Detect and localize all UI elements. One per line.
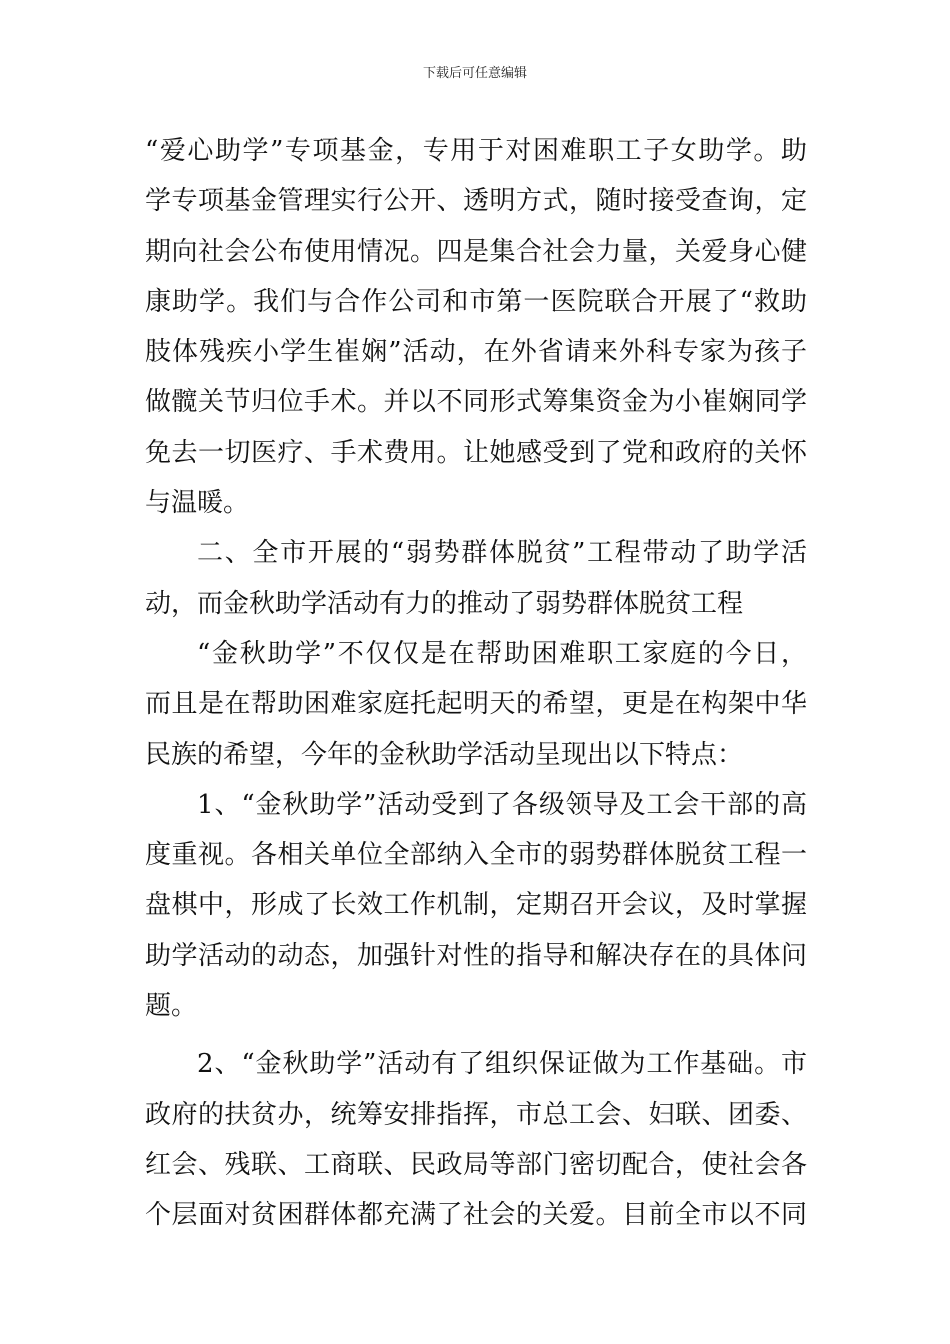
text-line: 肢体残疾小学生崔娴”活动，在外省请来外科专家为孩子 (145, 337, 807, 368)
document-body (145, 126, 807, 1241)
text-line: 助学活动的动态，加强针对性的指导和解决存在的具体问 (145, 940, 807, 971)
text-line: 做髋关节归位手术。并以不同形式筹集资金为小崔娴同学 (145, 387, 807, 418)
text-line: “金秋助学”不仅仅是在帮助困难职工家庭的今日， (197, 638, 807, 669)
text-line: 红会、残联、工商联、民政局等部门密切配合，使社会各 (145, 1149, 807, 1180)
text-line: 免去一切医疗、手术费用。让她感受到了党和政府的关怀 (145, 437, 807, 468)
text-line: 民族的希望，今年的金秋助学活动呈现出以下特点： (145, 739, 744, 770)
paragraph-gap (145, 1031, 807, 1039)
page-header: 下载后可任意编辑 (422, 66, 527, 81)
text-line: 二、全市开展的“弱势群体脱贫”工程带动了助学活 (197, 538, 807, 569)
text-line: 而且是在帮助困难家庭托起明天的希望，更是在构架中华 (145, 689, 807, 720)
text-line: 政府的扶贫办，统筹安排指挥，市总工会、妇联、团委、 (145, 1099, 807, 1130)
text-line: 1、“金秋助学”活动受到了各级领导及工会干部的高 (197, 789, 807, 820)
text-line: 与温暖。 (145, 488, 250, 519)
text-line: 题。 (145, 991, 198, 1022)
text-line: “爱心助学”专项基金，专用于对困难职工子女助学。助 (145, 136, 807, 166)
text-line: 期向社会公布使用情况。四是集合社会力量，关爱身心健 (145, 236, 807, 267)
text-line: 动，而金秋助学活动有力的推动了弱势群体脱贫工程 (145, 588, 744, 619)
text-line: 2、“金秋助学”活动有了组织保证做为工作基础。市 (197, 1049, 807, 1080)
text-line: 康助学。我们与合作公司和市第一医院联合开展了“救助 (145, 286, 807, 317)
text-line: 度重视。各相关单位全部纳入全市的弱势群体脱贫工程一 (145, 840, 807, 871)
text-line: 盘棋中，形成了长效工作机制，定期召开会议，及时掌握 (145, 890, 807, 921)
text-line: 学专项基金管理实行公开、透明方式，随时接受查询，定 (145, 186, 807, 217)
text-line: 个层面对贫困群体都充满了社会的关爱。目前全市以不同 (145, 1200, 807, 1231)
